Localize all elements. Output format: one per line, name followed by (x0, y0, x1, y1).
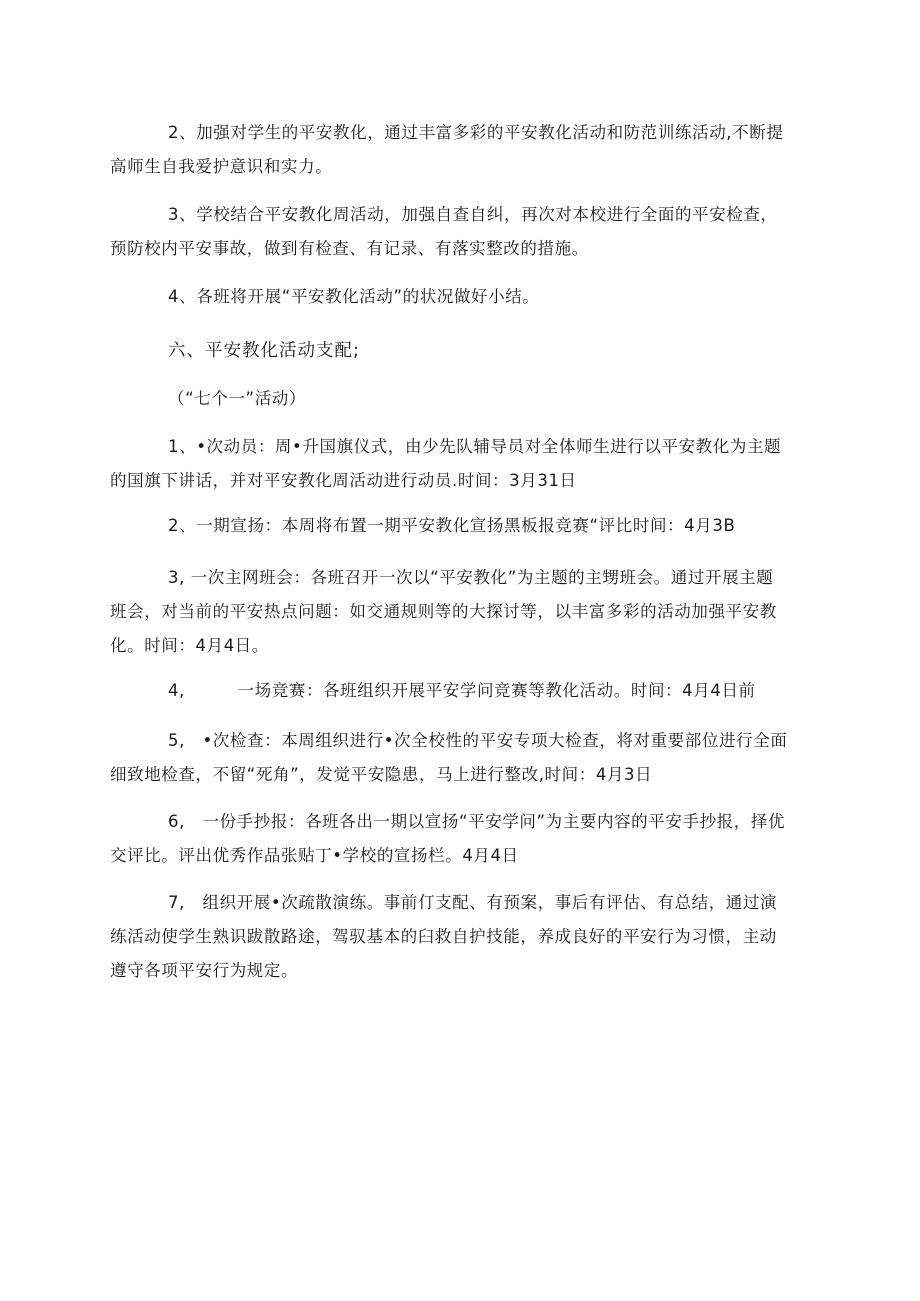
paragraph-item-4: 4、各班将开展“平安教化活动”的状况做好小结。 (168, 287, 540, 306)
activity-item-7: 7, 组织开展•次疏散演练。事前仃支配、有预案，事后有评估、有总结，通过演练活动使学生熟识跋散路途，驾驭基本的臼救自护技能，养成良好的平安行为习惯，主动遵守各项平安行为规定。 (110, 893, 778, 980)
activity-item-1: 1、•次动员：周•升国旗仪式，由少先队辅导员对全体师生进行以平安教化为主题的国旗下讲话，并对平安教化周活动进行动员.时间：3月31日 (110, 437, 782, 490)
paragraph-item-2: 2、加强对学生的平安教化，通过丰富多彩的平安教化活动和防范训练活动,不断提高师生自我爱护意识和实力。 (110, 123, 784, 176)
activity-item-6: 6, 一份手抄报：各班各出一期以宣扬“平安学问”为主要内容的平安手抄报，择优交评比。评出优秀作品张贴丁•学校的宣扬栏。4月4日 (110, 812, 786, 865)
activity-item-2: 2、一期宣扬：本周将布置一期平安教化宣扬黑板报竞赛“评比时间：4月3B (168, 516, 736, 535)
activity-item-4: 4, 一场竞赛：各班组织开展平安学问竞赛等教化活动。时间：4月4日前 (168, 681, 756, 700)
section-subtitle: （“七个一”活动） (168, 389, 306, 408)
paragraph-item-3: 3、学校结合平安教化周活动，加强自查自纠，再次对本校进行全面的平安检查，预防校内平安事故，做到有检查、有记录、有落实整改的措施。 (110, 205, 778, 258)
activity-item-5: 5, •次检查：本周组织进行•次全校性的平安专项大检查，将对重要部位进行全面细致地检查，不留“死角”，发觉平安隐患，马上进行整改,时间：4月3日 (110, 731, 788, 784)
activity-item-3: 3, 一次主网班会：各班召开一次以“平安教化”为主题的主甥班会。通过开展主题班会，对当前的平安热点问题：如交通规则等的大探讨等，以丰富多彩的活动加强平安教化。时间：4月4日。 (110, 568, 777, 655)
section-heading-six: 六、平安教化活动支配; (168, 341, 360, 361)
